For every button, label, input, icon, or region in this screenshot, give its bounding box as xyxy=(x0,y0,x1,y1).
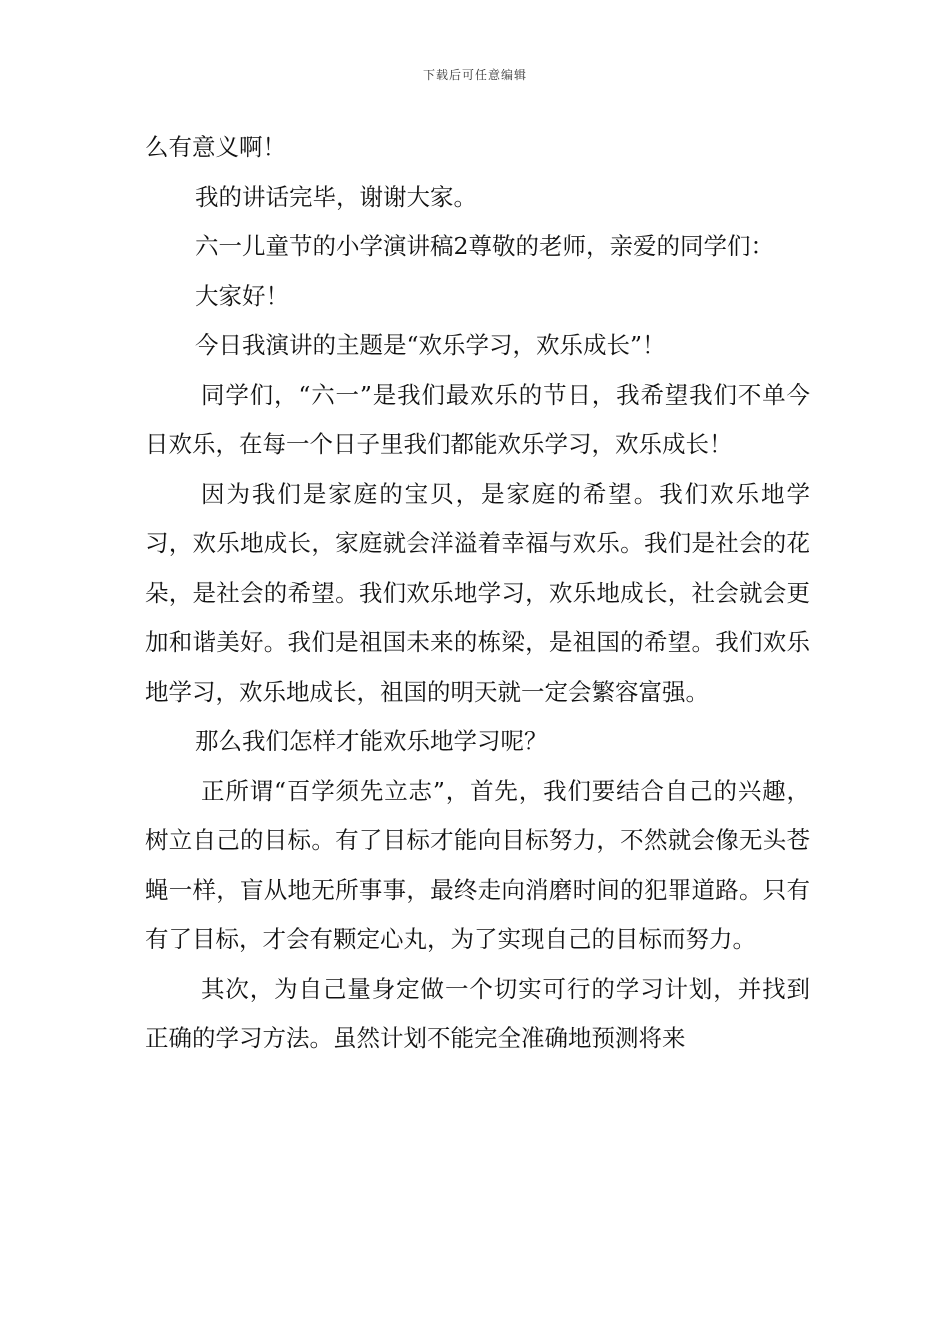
paragraph: 我的讲话完毕，谢谢大家。 xyxy=(195,182,477,211)
paragraph: 正所谓“百学须先立志”，首先，我们要结合自己的兴趣，树立自己的目标。有了目标才能向目标努力，不然就会像无头苍蝇一样，盲从地无所事事，最终走向消磨时间的犯罪道路。只有有了目标，才会有颗定心丸，为了实现自己的目标而努力。 xyxy=(145,776,810,953)
paragraph: 今日我演讲的主题是“欢乐学习，欢乐成长”！ xyxy=(195,331,666,359)
paragraph: 么有意义啊！ xyxy=(145,133,286,161)
page-header-note: 下载后可任意编辑 xyxy=(422,68,527,82)
paragraph: 同学们，“六一”是我们最欢乐的节日，我希望我们不单今日欢乐，在每一个日子里我们都能欢乐学习，欢乐成长！ xyxy=(145,380,810,458)
paragraph: 因为我们是家庭的宝贝，是家庭的希望。我们欢乐地学习，欢乐地成长，家庭就会洋溢着幸福与欢乐。我们是社会的花朵，是社会的希望。我们欢乐地学习，欢乐地成长，社会就会更加和谐美好。我们是祖国未来的栋梁，是祖国的希望。我们欢乐地学习，欢乐地成长，祖国的明天就一定会繁容富强。 xyxy=(145,479,810,706)
paragraph: 其次，为自己量身定做一个切实可行的学习计划，并找到正确的学习方法。虽然计划不能完全准确地预测将来 xyxy=(145,974,810,1052)
paragraph: 六一儿童节的小学演讲稿2尊敬的老师，亲爱的同学们： xyxy=(195,232,774,260)
paragraph: 那么我们怎样才能欢乐地学习呢？ xyxy=(195,727,548,755)
document-body xyxy=(145,123,810,1064)
paragraph: 大家好！ xyxy=(195,281,289,310)
